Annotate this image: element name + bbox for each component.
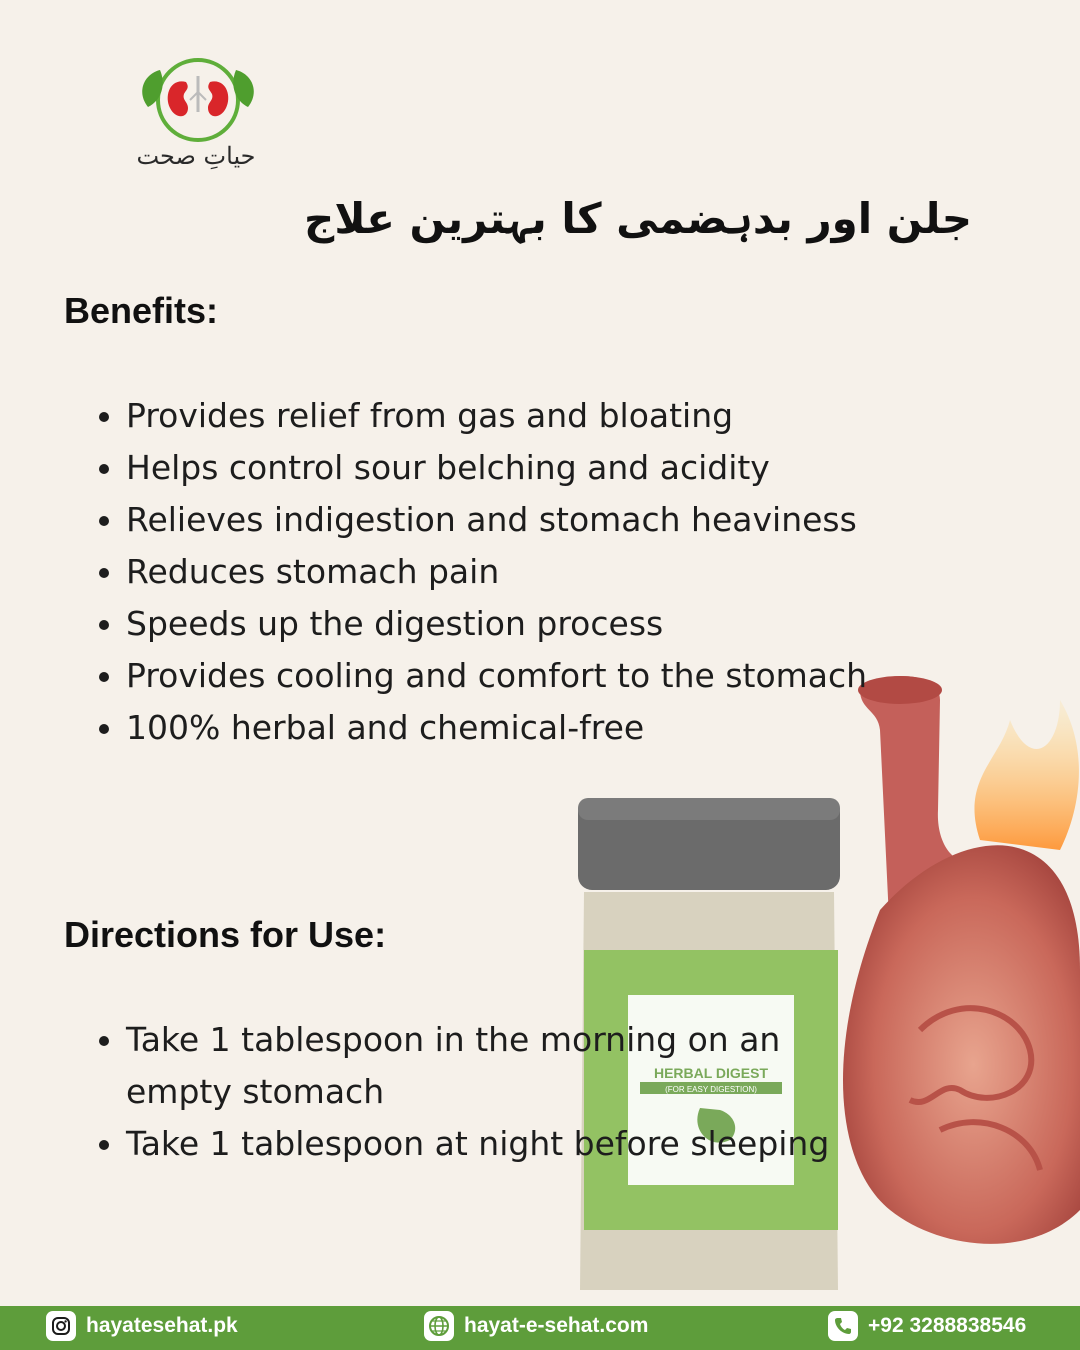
list-item: • Provides cooling and comfort to the stomach xyxy=(126,650,886,702)
list-item: • Speeds up the digestion process xyxy=(126,598,886,650)
footer-bar xyxy=(0,1306,1080,1350)
footer-phone-link[interactable] xyxy=(828,1311,1026,1341)
phone-icon xyxy=(828,1311,858,1341)
list-item: • Reduces stomach pain xyxy=(126,546,886,598)
list-item: • Helps control sour belching and acidity xyxy=(126,442,886,494)
directions-title: Directions for Use: xyxy=(64,914,387,955)
footer-instagram-link[interactable] xyxy=(46,1311,238,1341)
brand-name: حیاتِ صحت xyxy=(136,142,256,170)
list-item: • Take 1 tablespoon at night before sleeping xyxy=(126,1118,886,1170)
list-item: • 100% herbal and chemical-free xyxy=(126,702,886,754)
footer-phone-text: +92 3288838546 xyxy=(868,1314,1027,1337)
globe-icon xyxy=(424,1311,454,1341)
footer-website-link[interactable] xyxy=(424,1311,648,1341)
directions-list xyxy=(88,1014,886,1170)
benefits-list xyxy=(88,390,886,754)
list-item: • Provides relief from gas and bloating xyxy=(126,390,886,442)
list-item: • Take 1 tablespoon in the morning on an empty stomach xyxy=(126,1014,886,1118)
footer-website-text: hayat-e-sehat.com xyxy=(464,1314,649,1337)
footer-instagram-text: hayatesehat.pk xyxy=(86,1314,238,1337)
product-label-subtitle: (FOR EASY DIGESTION) xyxy=(665,1085,757,1094)
benefits-title: Benefits: xyxy=(64,290,219,331)
list-item: • Relieves indigestion and stomach heaviness xyxy=(126,494,886,546)
instagram-icon xyxy=(46,1311,76,1341)
product-label-title: HERBAL DIGEST xyxy=(653,1065,769,1081)
page-title: جلن اور بدہضمی کا بہترین علاج xyxy=(304,194,972,243)
